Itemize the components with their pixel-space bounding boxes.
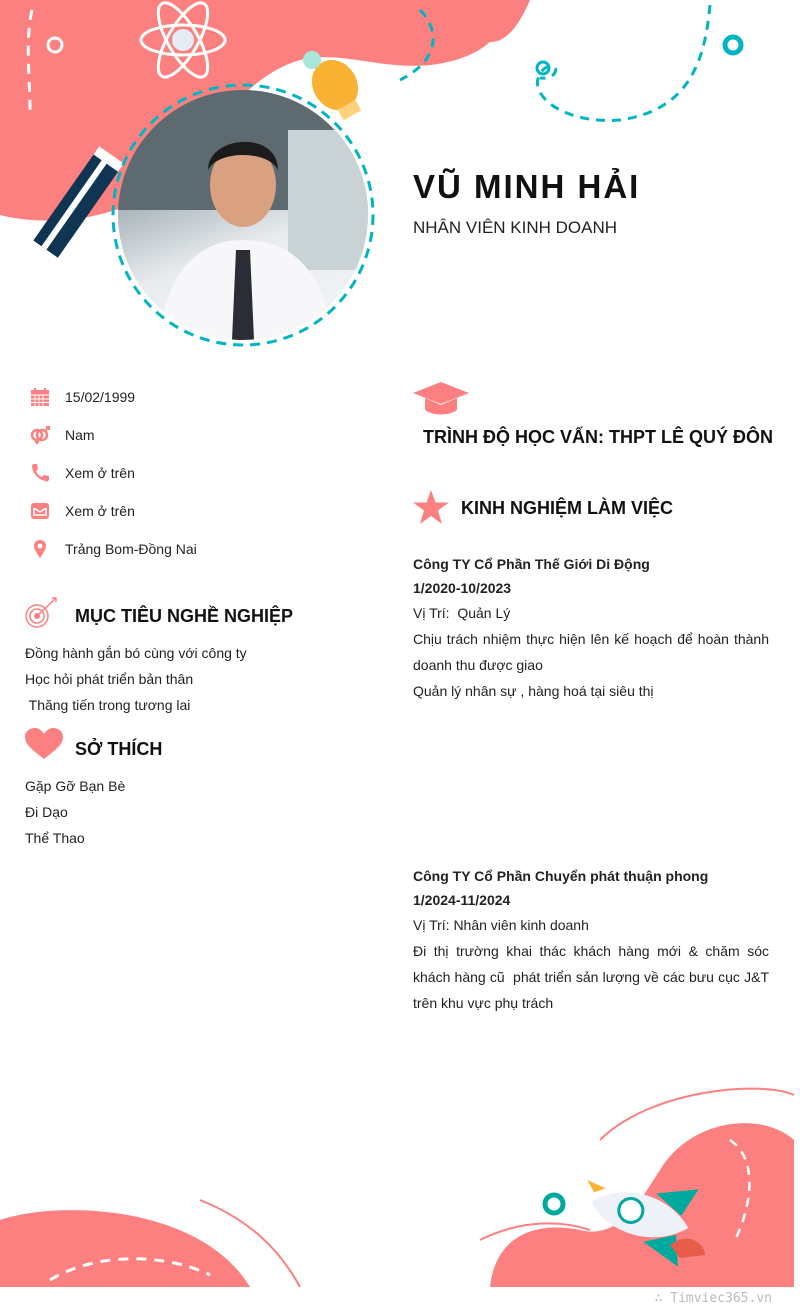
target-icon: [24, 596, 58, 630]
hobby-item: Gặp Gỡ Bạn Bè: [25, 778, 126, 794]
job-period: 1/2020-10/2023: [413, 580, 512, 596]
contact-gender: Nam: [30, 424, 95, 446]
job-position: Vị Trí: Nhân viên kinh doanh: [413, 917, 589, 933]
job-company: Công TY Cổ Phần Chuyển phát thuận phong: [413, 868, 709, 884]
footer-decoration: [0, 1080, 800, 1290]
objective-line: Học hỏi phát triển bản thân: [25, 671, 194, 687]
job-entry: [413, 864, 773, 1016]
job-position: Vị Trí: Quản Lý: [413, 605, 511, 621]
watermark: ∴ Timviec365.vn: [654, 1291, 772, 1306]
job-detail: Quản lý nhân sự , hàng hoá tại siêu thị: [413, 683, 654, 699]
header-decoration: [0, 0, 800, 360]
heart-icon: [25, 728, 63, 760]
job-company: Công TY Cổ Phần Thế Giới Di Động: [413, 556, 650, 572]
phone-icon: [30, 463, 50, 483]
objective-heading: MỤC TIÊU NGHỀ NGHIỆP: [75, 606, 294, 626]
education-heading: TRÌNH ĐỘ HỌC VẤN: THPT LÊ QUÝ ĐÔN: [423, 427, 773, 447]
objective-line: Đồng hành gắn bó cùng với công ty: [25, 645, 247, 661]
contact-phone: Xem ở trên: [30, 462, 135, 484]
graduation-cap-icon: [413, 380, 469, 416]
candidate-name: VŨ MINH HẢI: [413, 168, 641, 205]
job-period: 1/2024-11/2024: [413, 892, 511, 908]
hobby-item: Đi Dạo: [25, 804, 68, 820]
location-pin-icon: [30, 539, 50, 559]
gender-icon: [30, 425, 50, 445]
contact-address: Trảng Bom-Đồng Nai: [30, 538, 197, 560]
calendar-icon: [30, 387, 50, 407]
profile-photo: [118, 90, 368, 340]
job-entry: [413, 552, 769, 704]
objective-line: Thăng tiến trong tương lai: [25, 697, 191, 713]
candidate-title: NHÂN VIÊN KINH DOANH: [413, 218, 618, 237]
job-detail: Đi thị trường khai thác khách hàng mới & chăm sóc khách hàng cũ phát triển sản lượng về các bưu cục J&T trên khu vực phụ trách: [413, 943, 773, 1011]
star-icon: [413, 490, 449, 524]
hobbies-heading: SỞ THÍCH: [75, 739, 163, 759]
contact-birthdate: 15/02/1999: [30, 386, 135, 408]
job-detail: Chịu trách nhiệm thực hiện lên kế hoạch để hoàn thành doanh thu được giao: [413, 631, 769, 673]
contact-email: Xem ở trên: [30, 500, 135, 522]
hobby-item: Thể Thao: [25, 830, 85, 846]
experience-heading: KINH NGHIỆM LÀM VIỆC: [461, 498, 674, 518]
email-icon: [30, 501, 50, 521]
